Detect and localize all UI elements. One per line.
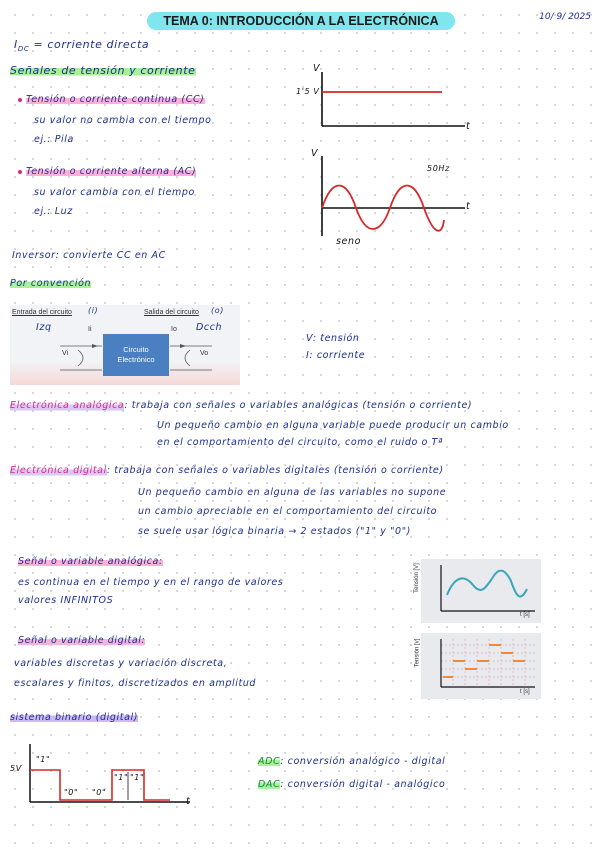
analog-plot-ylabel: Tensión [V] [413, 563, 420, 593]
cc-example: ej.: Pila [34, 134, 74, 145]
digital-line1 [10, 465, 444, 476]
binary-y-label: 5V [10, 764, 22, 773]
vi-label: Vi [62, 350, 69, 357]
analogica-def: : trabaja con señales o variables analógicas (tensión o corriente) [124, 400, 473, 411]
section-heading-senales: Señales de tensión y corriente [10, 64, 196, 77]
digital-line4: se suele usar lógica binaria → 2 estados ("1" y "0") [138, 526, 411, 537]
senal-digital-line1: variables discretas y variación discreta, [14, 658, 228, 669]
legend-v: V: tensión [306, 333, 360, 344]
idc-sub: DC [17, 45, 30, 54]
bullet-icon [18, 170, 22, 174]
vi-arc [78, 350, 83, 366]
legend-i: I: corriente [306, 350, 366, 361]
analogica-line3: en el comportamiento del circuito, como el ruido o Tª [157, 437, 444, 448]
senal-analogica-line1: es continua en el tiempo y en el rango de valores [18, 577, 284, 588]
analogica-line2: Un pequeño cambio en alguna variable puede producir un cambio [157, 420, 509, 431]
binary-one-a: "1" [36, 755, 51, 764]
analogica-line1 [10, 400, 472, 411]
output-note: Dcch [196, 322, 223, 333]
digital-term: Electrónica digital [10, 465, 107, 476]
binary-one-b: "1" [114, 773, 129, 782]
io-arrow-icon [180, 344, 186, 348]
dac-line [258, 779, 445, 790]
section-heading-convencion: Por convención [10, 278, 92, 289]
input-note: Izq [36, 322, 52, 333]
date-label: 10/ 9/ 2025 [539, 12, 591, 22]
idc-text: = corriente directa [33, 38, 150, 51]
dc-level-label: 1'5 V [296, 87, 320, 96]
cc-label-text: Tensión o corriente continua (CC) [26, 94, 205, 105]
ii-arrow-icon [92, 344, 98, 348]
senal-analogica-line2: valores INFINITOS [18, 595, 114, 606]
ac-wave-label: seno [336, 236, 362, 247]
binary-zero-b: "0" [92, 788, 107, 797]
output-mark: (o) [211, 306, 224, 315]
digital-line2: Un pequeño cambio en alguna de las variables no supone [138, 487, 447, 498]
binary-x-label: t [186, 796, 191, 807]
idc-definition [14, 38, 149, 53]
analogica-term: Electrónica analógica [10, 400, 125, 411]
senal-digital-line2: escalares y finitos, discretizados en amplitud [14, 678, 257, 689]
circuit-block [103, 334, 169, 376]
adc-term: ADC [258, 756, 281, 767]
vo-label: Vo [200, 350, 209, 357]
binary-one-c: "1" [130, 773, 145, 782]
circuit-line2: Electrónico [117, 355, 155, 364]
circuit-line1: Circuito [123, 345, 149, 354]
input-mark: (i) [88, 306, 99, 315]
output-label: Salida del circuito [144, 309, 199, 316]
ac-freq-label: 50Hz [427, 164, 450, 173]
dc-graph [300, 64, 480, 134]
binario-heading: sistema binario (digital) [10, 712, 139, 723]
vo-arc [185, 350, 190, 366]
digital-plot-grid [441, 639, 535, 687]
digital-line3: un cambio apreciable en el comportamiento del circuito [138, 506, 438, 517]
binary-zero-a: "0" [64, 788, 79, 797]
ac-desc: su valor cambia con el tiempo [34, 187, 195, 198]
bullet-icon [18, 98, 22, 102]
dac-term: DAC [258, 779, 281, 790]
senal-analogica-heading: Señal o variable analógica: [18, 556, 163, 567]
ac-label-text: Tensión o corriente alterna (AC) [26, 166, 197, 177]
ac-example: ej.: Luz [34, 206, 73, 217]
dc-x-label: t [466, 121, 471, 132]
ac-x-label: t [466, 201, 471, 212]
cc-desc: su valor no cambia con el tiempo [34, 115, 212, 126]
ii-label: Ii [88, 326, 92, 333]
digital-plot-xlabel: t [s] [520, 689, 530, 695]
ac-y-label: V [311, 148, 319, 159]
io-label: Io [171, 326, 177, 333]
adc-text: : conversión analógico - digital [280, 756, 446, 767]
page-title: TEMA 0: INTRODUCCIÓN A LA ELECTRÓNICA [147, 12, 455, 30]
digital-plot-ylabel: Tensión [v] [414, 638, 421, 668]
analog-curve [447, 571, 527, 597]
dc-y-label: V [313, 63, 321, 74]
adc-line [258, 756, 445, 767]
cc-label [18, 94, 205, 105]
idc-symbol: I [14, 38, 18, 51]
ac-label [18, 166, 196, 177]
dac-text: : conversión digital - analógico [280, 779, 446, 790]
senal-digital-heading: Señal o variable digital: [18, 635, 146, 646]
input-label: Entrada del circuito [12, 309, 72, 316]
inversor-text: Inversor: convierte CC en AC [12, 250, 166, 261]
ac-graph [300, 150, 480, 240]
analog-plot-xlabel: t [s] [520, 612, 530, 618]
digital-def: : trabaja con señales o variables digitales (tensión o corriente) [106, 465, 444, 476]
